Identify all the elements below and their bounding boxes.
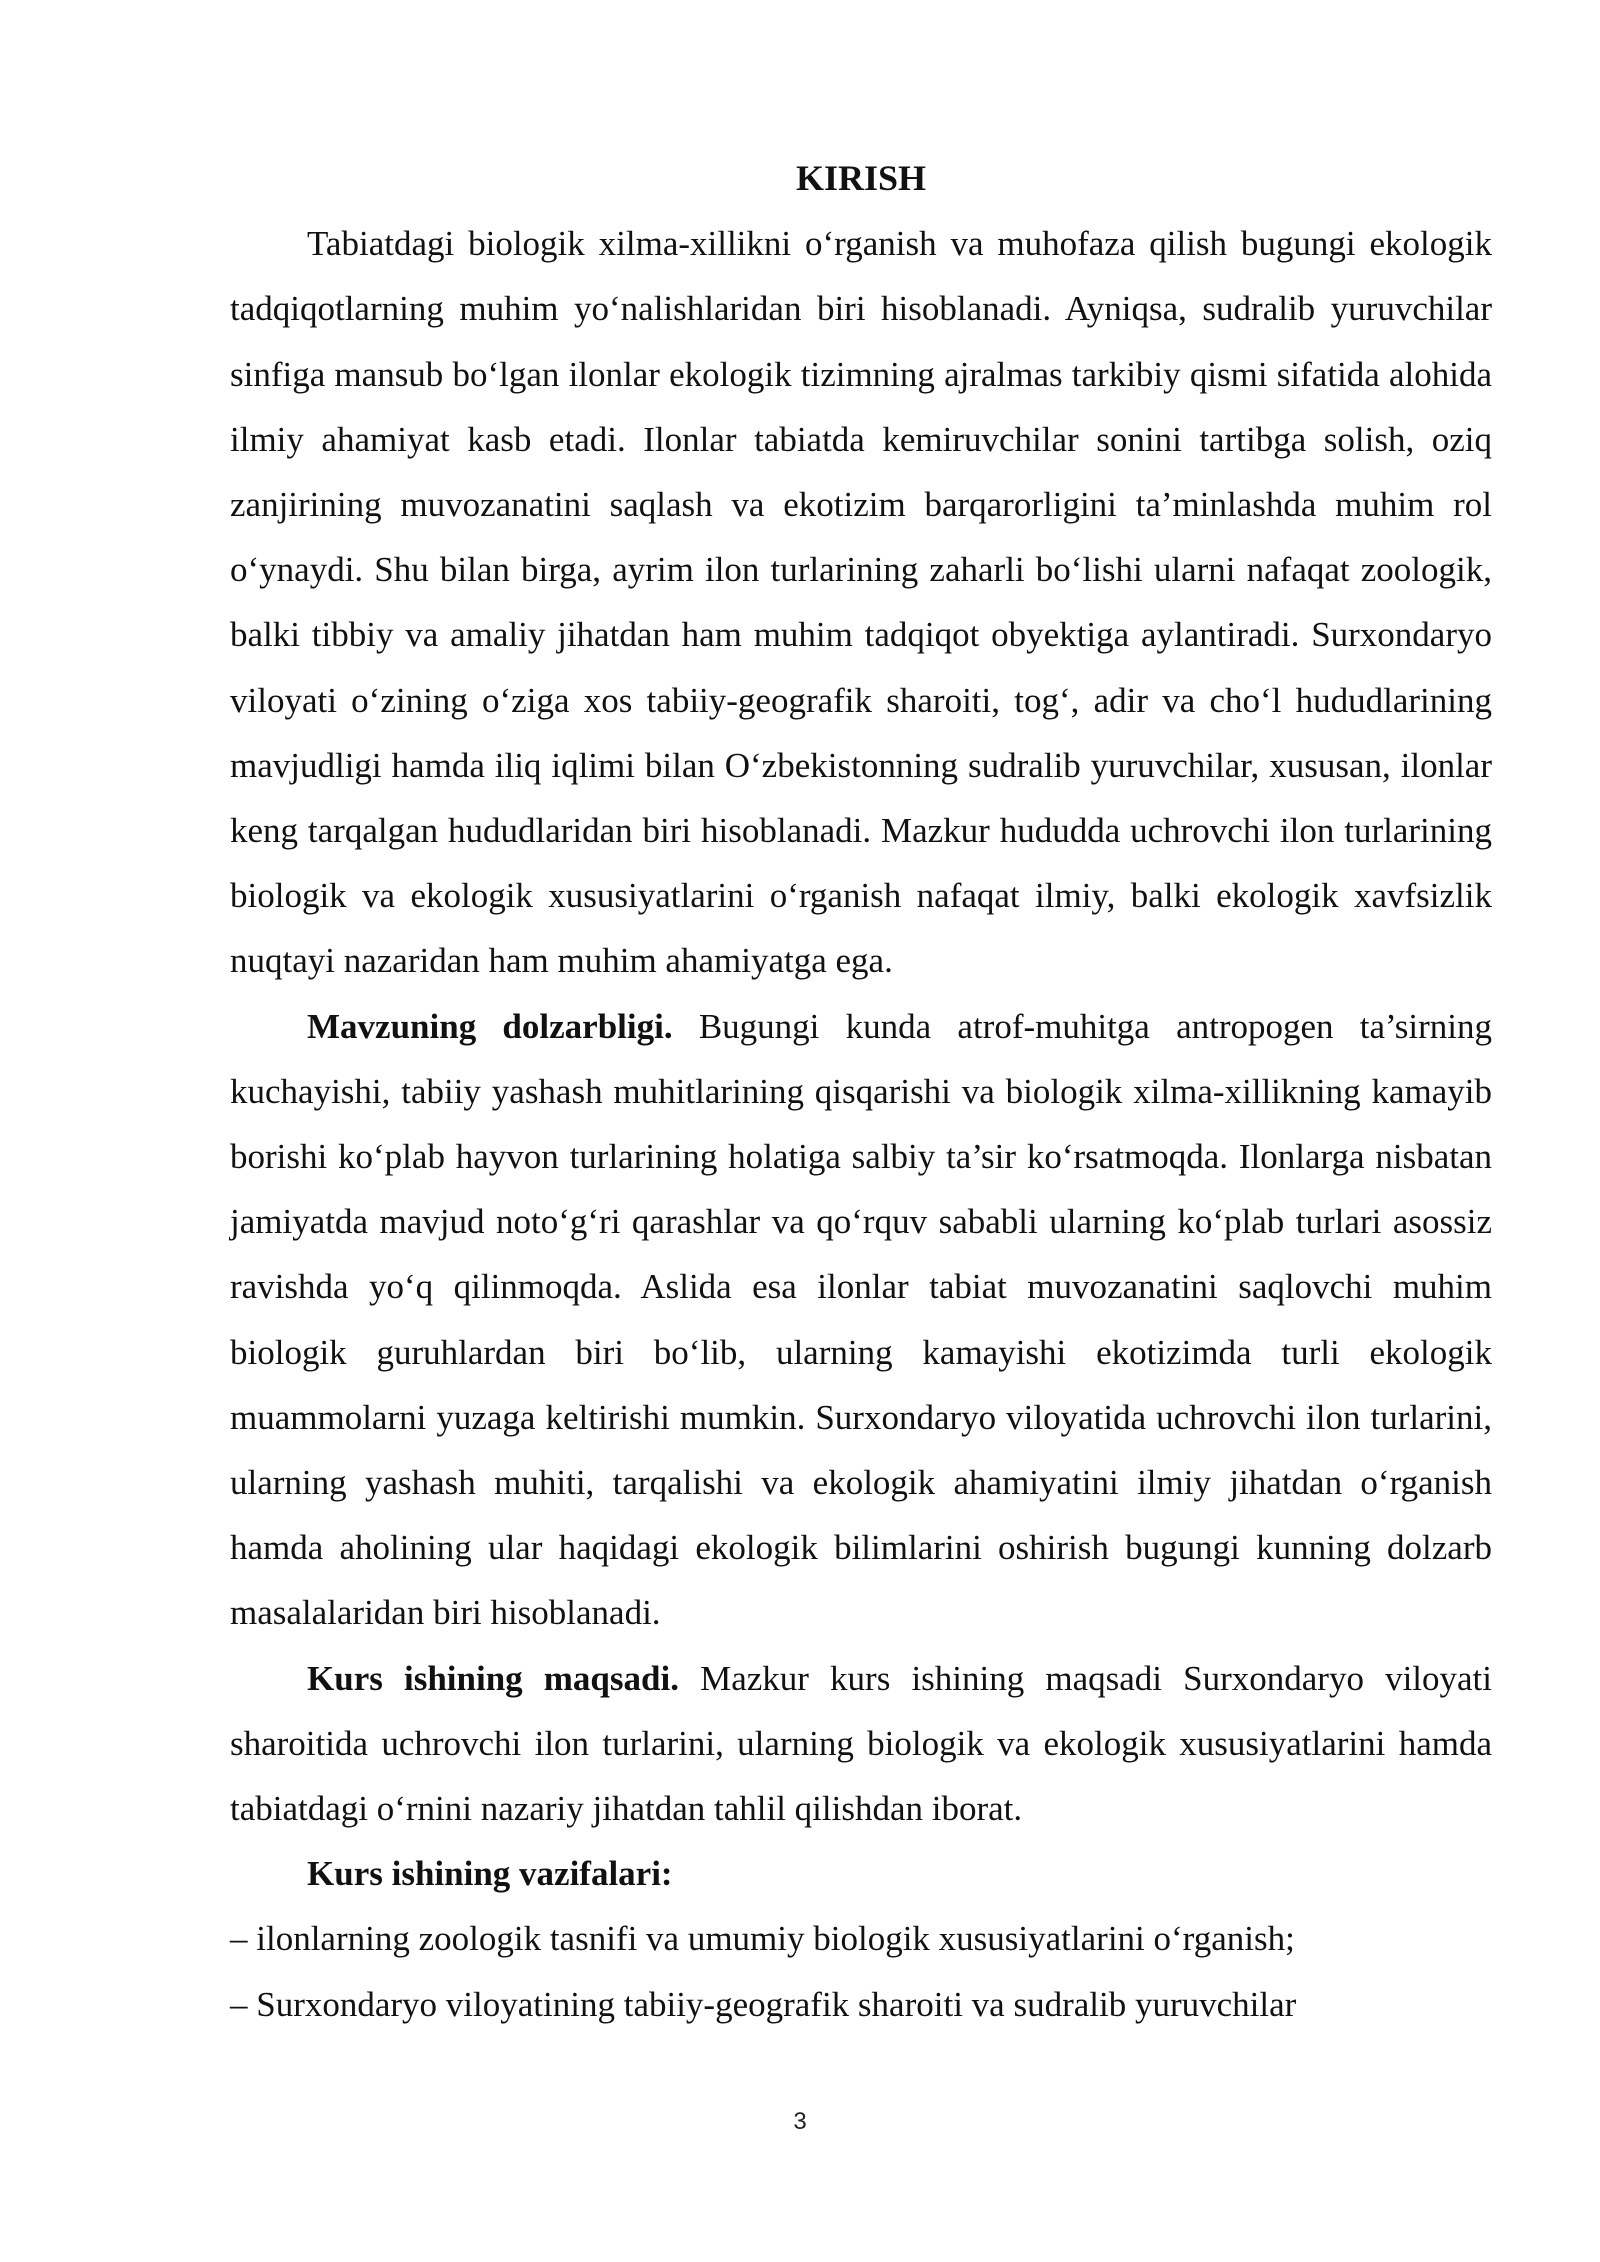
goal-paragraph bbox=[230, 1646, 1492, 1842]
task-item: – ilonlarning zoologik tasnifi va umumiy biologik xususiyatlarini o‘rganish; bbox=[230, 1919, 1295, 1959]
relevance-paragraph bbox=[230, 994, 1492, 1646]
relevance-paragraph-text: Bugungi kunda atrof-muhitga antropogen ta’sirning kuchayishi, tabiiy yashash muhitlarining qisqarishi va biologik xilma-xillikning kamayib borishi ko‘plab hayvon turlarining holatiga salbiy ta’sir ko‘rsatmoqda. Ilonlarga nisbatan jamiyatda mavjud noto‘g‘ri qarashlar va qo‘rquv sababli ularning ko‘plab turlari asossiz ravishda yo‘q qilinmoqda. Aslida esa ilonlar tabiat muvozanatini saqlovchi muhim biologik guruhlardan biri bo‘lib, ularning kamayishi ekotizimda turli ekologik muammolarni yuzaga keltirishi mumkin. Surxondaryo viloyatida uchrovchi ilon turlarini, ularning yashash muhiti, tarqalishi va ekologik ahamiyatini ilmiy jihatdan o‘rganish hamda aholining ular haqidagi ekologik bilimlarini oshirish bugungi kunning dolzarb masalalaridan biri hisoblanadi. bbox=[230, 1006, 1492, 1633]
page-content bbox=[230, 146, 1492, 2037]
goal-paragraph-text: Mazkur kurs ishining maqsadi Surxondaryo viloyati sharoitida uchrovchi ilon turlarini, ularning biologik va ekologik xususiyatlarini hamda tabiatdagi o‘rnini nazariy jihatdan tahlil qilishdan iborat. bbox=[230, 1658, 1493, 1829]
page-number: 3 bbox=[793, 2108, 807, 2135]
relevance-heading: Mavzuning dolzarbligi. bbox=[307, 1006, 673, 1046]
intro-paragraph-text: Tabiatdagi biologik xilma-xillikni o‘rganish va muhofaza qilish bugungi ekologik tadqiqotlarning muhim yo‘nalishlaridan biri hisoblanadi. Ayniqsa, sudralib yuruvchilar sinfiga mansub bo‘lgan ilonlar ekologik tizimning ajralmas tarkibiy qismi sifatida alohida ilmiy ahamiyat kasb etadi. Ilonlar tabiatda kemiruvchilar sonini tartibga solish, oziq zanjirining muvozanatini saqlash va ekotizim barqarorligini ta’minlashda muhim rol o‘ynaydi. Shu bilan birga, ayrim ilon turlarining zaharli bo‘lishi ularni nafaqat zoologik, balki tibbiy va amaliy jihatdan ham muhim tadqiqot obyektiga aylantiradi. Surxondaryo viloyati o‘zining o‘ziga xos tabiiy-geografik sharoiti, tog‘, adir va cho‘l hududlarining mavjudligi hamda iliq iqlimi bilan O‘zbekistonning sudralib yuruvchilar, xususan, ilonlar keng tarqalgan hududlaridan biri hisoblanadi. Mazkur hududda uchrovchi ilon turlarining biologik va ekologik xususiyatlarini o‘rganish nafaqat ilmiy, balki ekologik xavfsizlik nuqtayi nazaridan ham muhim ahamiyatga ega. bbox=[230, 224, 1492, 981]
section-title: KIRISH bbox=[795, 158, 927, 198]
goal-heading: Kurs ishining maqsadi. bbox=[307, 1658, 679, 1698]
task-item: – Surxondaryo viloyatining tabiiy-geografik sharoiti va sudralib yuruvchilar bbox=[230, 1984, 1297, 2024]
intro-paragraph bbox=[230, 211, 1492, 993]
tasks-heading: Kurs ishining vazifalari: bbox=[307, 1854, 673, 1894]
